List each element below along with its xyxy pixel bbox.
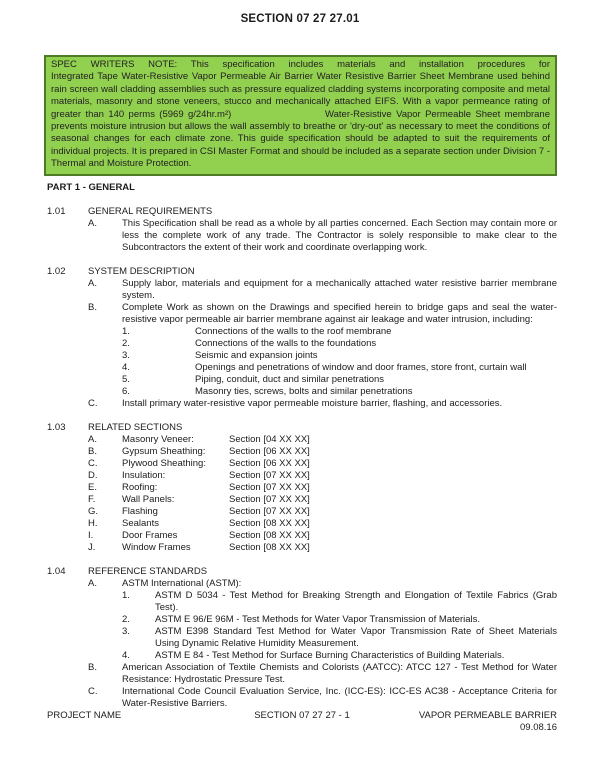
subitem-number: 2. xyxy=(122,337,130,349)
section-system-description xyxy=(47,266,557,410)
item-text: American Association of Textile Chemists and Colorists (AATCC): ATCC 127 - Test Method for Water Resistance: Hydrostatic Pressure Test. xyxy=(122,661,557,685)
related-section-ref: Section [06 XX XX] xyxy=(229,457,310,469)
related-name: Plywood Sheathing: xyxy=(122,457,206,469)
related-section-ref: Section [08 XX XX] xyxy=(229,541,310,553)
related-section-row xyxy=(47,458,557,470)
section-number: 1.02 xyxy=(47,265,66,277)
related-name: Window Frames xyxy=(122,541,191,553)
related-name: Insulation: xyxy=(122,469,166,481)
item-text: This Specification shall be read as a whole by all parties concerned. Each Section may contain more or less the complete work of any trade. The Contractor is solely responsible to make clear to the Subcontractors the extent of their work and coordinate overlapping work. xyxy=(122,217,557,253)
related-section-row xyxy=(47,518,557,530)
section-related-sections xyxy=(47,422,557,554)
section-general-requirements xyxy=(47,206,557,254)
footer-right-block xyxy=(392,710,557,734)
related-section-row xyxy=(47,530,557,542)
related-letter: B. xyxy=(88,445,97,457)
subitem-row xyxy=(47,350,557,362)
section-heading: REFERENCE STANDARDS xyxy=(88,565,208,577)
related-name: Roofing: xyxy=(122,481,158,493)
subitem-row xyxy=(47,626,557,650)
subitem-text: ASTM E398 Standard Test Method for Water Vapor Transmission Rate of Sheet Materials Using Dynamic Relative Humidity Measurement. xyxy=(155,625,557,649)
related-letter: I. xyxy=(88,529,94,541)
section-heading: GENERAL REQUIREMENTS xyxy=(88,205,213,217)
subitem-text: Seismic and expansion joints xyxy=(195,349,318,361)
subitem-text: ASTM E 84 - Test Method for Surface Burning Characteristics of Building Materials. xyxy=(155,649,505,661)
related-section-ref: Section [07 XX XX] xyxy=(229,505,310,517)
subitem-text: Piping, conduit, duct and similar penetrations xyxy=(195,373,385,385)
part-heading: PART 1 - GENERAL xyxy=(47,181,135,193)
section-reference-standards xyxy=(47,566,557,710)
item-row xyxy=(47,302,557,326)
related-section-row xyxy=(47,446,557,458)
section-heading: SYSTEM DESCRIPTION xyxy=(88,265,195,277)
related-letter: J. xyxy=(88,541,96,553)
related-letter: A. xyxy=(88,433,97,445)
footer-project-name: PROJECT NAME xyxy=(47,710,122,721)
subitem-number: 4. xyxy=(122,649,130,661)
page-footer xyxy=(47,710,557,734)
subitem-row xyxy=(47,326,557,338)
related-letter: H. xyxy=(88,517,98,529)
related-letter: F. xyxy=(88,493,96,505)
note-first-line: SPEC WRITERS NOTE: This specification includes materials and installation procedures for xyxy=(51,59,550,70)
item-text: International Code Council Evaluation Service, Inc. (ICC-ES): ICC-ES AC38 - Acceptance Criteria for Water-Resistive Barriers. xyxy=(122,685,557,709)
subitem-text: Connections of the walls to the roof membrane xyxy=(195,325,392,337)
item-letter: C. xyxy=(88,397,98,409)
subitem-row xyxy=(47,386,557,398)
hidden-text-gap xyxy=(236,116,321,117)
subitem-number: 1. xyxy=(122,589,130,601)
doc-title: SECTION 07 27 27.01 xyxy=(240,13,360,25)
subitem-row xyxy=(47,614,557,626)
subitem-number: 6. xyxy=(122,385,130,397)
subitem-text: Connections of the walls to the foundations xyxy=(195,337,377,349)
subitem-row xyxy=(47,362,557,374)
subitem-number: 2. xyxy=(122,613,130,625)
related-name: Flashing xyxy=(122,505,158,517)
item-letter: A. xyxy=(88,217,97,229)
item-letter: B. xyxy=(88,301,97,313)
section-heading-row xyxy=(47,566,557,578)
related-section-ref: Section [06 XX XX] xyxy=(229,445,310,457)
related-section-ref: Section [04 XX XX] xyxy=(229,433,310,445)
item-text: Supply labor, materials and equipment for a mechanically attached water resistive barrier membrane system. xyxy=(122,277,557,301)
subitem-text: ASTM D 5034 - Test Method for Breaking Strength and Elongation of Textile Fabrics (Grab Test). xyxy=(155,589,557,613)
footer-page-number: SECTION 07 27 27 - 1 xyxy=(254,710,350,721)
note-text-after-gap: Water-Resistive Vapor Permeable Sheet membrane prevents moisture intrusion but allows the wall assembly to breathe or 'dry-out' as necessary to meet the conditions of seasonal changes for each climate zone. This guide specification should be adapted to suit the requirements of individual projects. It is prepared in CSI Master Format and should be included as a separate section under Division 7 - Thermal and Moisture Protection. xyxy=(51,108,551,170)
item-row xyxy=(47,578,557,590)
subitem-row xyxy=(47,374,557,386)
item-text: ASTM International (ASTM): xyxy=(122,577,242,589)
related-section-row xyxy=(47,482,557,494)
item-letter: C. xyxy=(88,685,98,697)
item-letter: A. xyxy=(88,577,97,589)
related-name: Door Frames xyxy=(122,529,178,541)
related-section-row xyxy=(47,494,557,506)
related-section-ref: Section [07 XX XX] xyxy=(229,481,310,493)
spec-writers-note xyxy=(44,55,557,176)
document-body xyxy=(47,182,557,710)
related-name: Wall Panels: xyxy=(122,493,175,505)
related-section-row xyxy=(47,542,557,554)
footer-date: 09.08.16 xyxy=(520,722,557,733)
subitem-row xyxy=(47,590,557,614)
item-row xyxy=(47,398,557,410)
section-number: 1.01 xyxy=(47,205,66,217)
section-number: 1.04 xyxy=(47,565,66,577)
related-section-row xyxy=(47,470,557,482)
related-letter: C. xyxy=(88,457,98,469)
section-number: 1.03 xyxy=(47,421,66,433)
item-letter: A. xyxy=(88,277,97,289)
item-row xyxy=(47,662,557,686)
note-text-before-gap: Integrated Tape Water-Resistive Vapor Permeable Air Barrier Water Resistive Barrier Sheet Membrane used behind rain screen wall cladding assemblies such as pressure equalized cladding systems incorporating composite and metal materials, masonry and stone veneers, stucco and mechanically attached EIFS. With a vapor permeance rating of greater than 140 perms (5969 g/24hr.m²) xyxy=(51,71,550,120)
related-letter: E. xyxy=(88,481,97,493)
item-letter: B. xyxy=(88,661,97,673)
subitem-number: 5. xyxy=(122,373,130,385)
subitem-number: 1. xyxy=(122,325,130,337)
section-heading: RELATED SECTIONS xyxy=(88,421,183,433)
subitem-row xyxy=(47,338,557,350)
item-row xyxy=(47,686,557,710)
section-heading-row xyxy=(47,266,557,278)
item-row xyxy=(47,218,557,254)
item-text: Complete Work as shown on the Drawings and specified herein to bridge gaps and seal the water-resistive vapor permeable air barrier membrane against air leakage and water intrusion, including: xyxy=(122,301,557,325)
item-text: Install primary water-resistive vapor permeable moisture barrier, flashing, and accessories. xyxy=(122,397,503,409)
related-letter: G. xyxy=(88,505,99,517)
related-section-ref: Section [07 XX XX] xyxy=(229,469,310,481)
related-section-row xyxy=(47,434,557,446)
subitem-text: Masonry ties, screws, bolts and similar penetrations xyxy=(195,385,413,397)
related-section-ref: Section [08 XX XX] xyxy=(229,529,310,541)
subitem-number: 3. xyxy=(122,625,130,637)
subitem-number: 4. xyxy=(122,361,130,373)
section-heading-row xyxy=(47,206,557,218)
related-section-row xyxy=(47,506,557,518)
subitem-number: 3. xyxy=(122,349,130,361)
subitem-text: ASTM E 96/E 96M - Test Methods for Water Vapor Transmission of Materials. xyxy=(155,613,481,625)
footer-doc-name: VAPOR PERMEABLE BARRIER xyxy=(418,710,557,721)
related-section-ref: Section [07 XX XX] xyxy=(229,493,310,505)
subitem-row xyxy=(47,650,557,662)
subitem-text: Openings and penetrations of window and door frames, store front, curtain wall xyxy=(195,361,527,373)
related-name: Sealants xyxy=(122,517,159,529)
note-body xyxy=(51,71,550,170)
related-name: Masonry Veneer: xyxy=(122,433,194,445)
section-heading-row xyxy=(47,422,557,434)
item-row xyxy=(47,278,557,302)
related-section-ref: Section [08 XX XX] xyxy=(229,517,310,529)
related-name: Gypsum Sheathing: xyxy=(122,445,206,457)
related-letter: D. xyxy=(88,469,98,481)
